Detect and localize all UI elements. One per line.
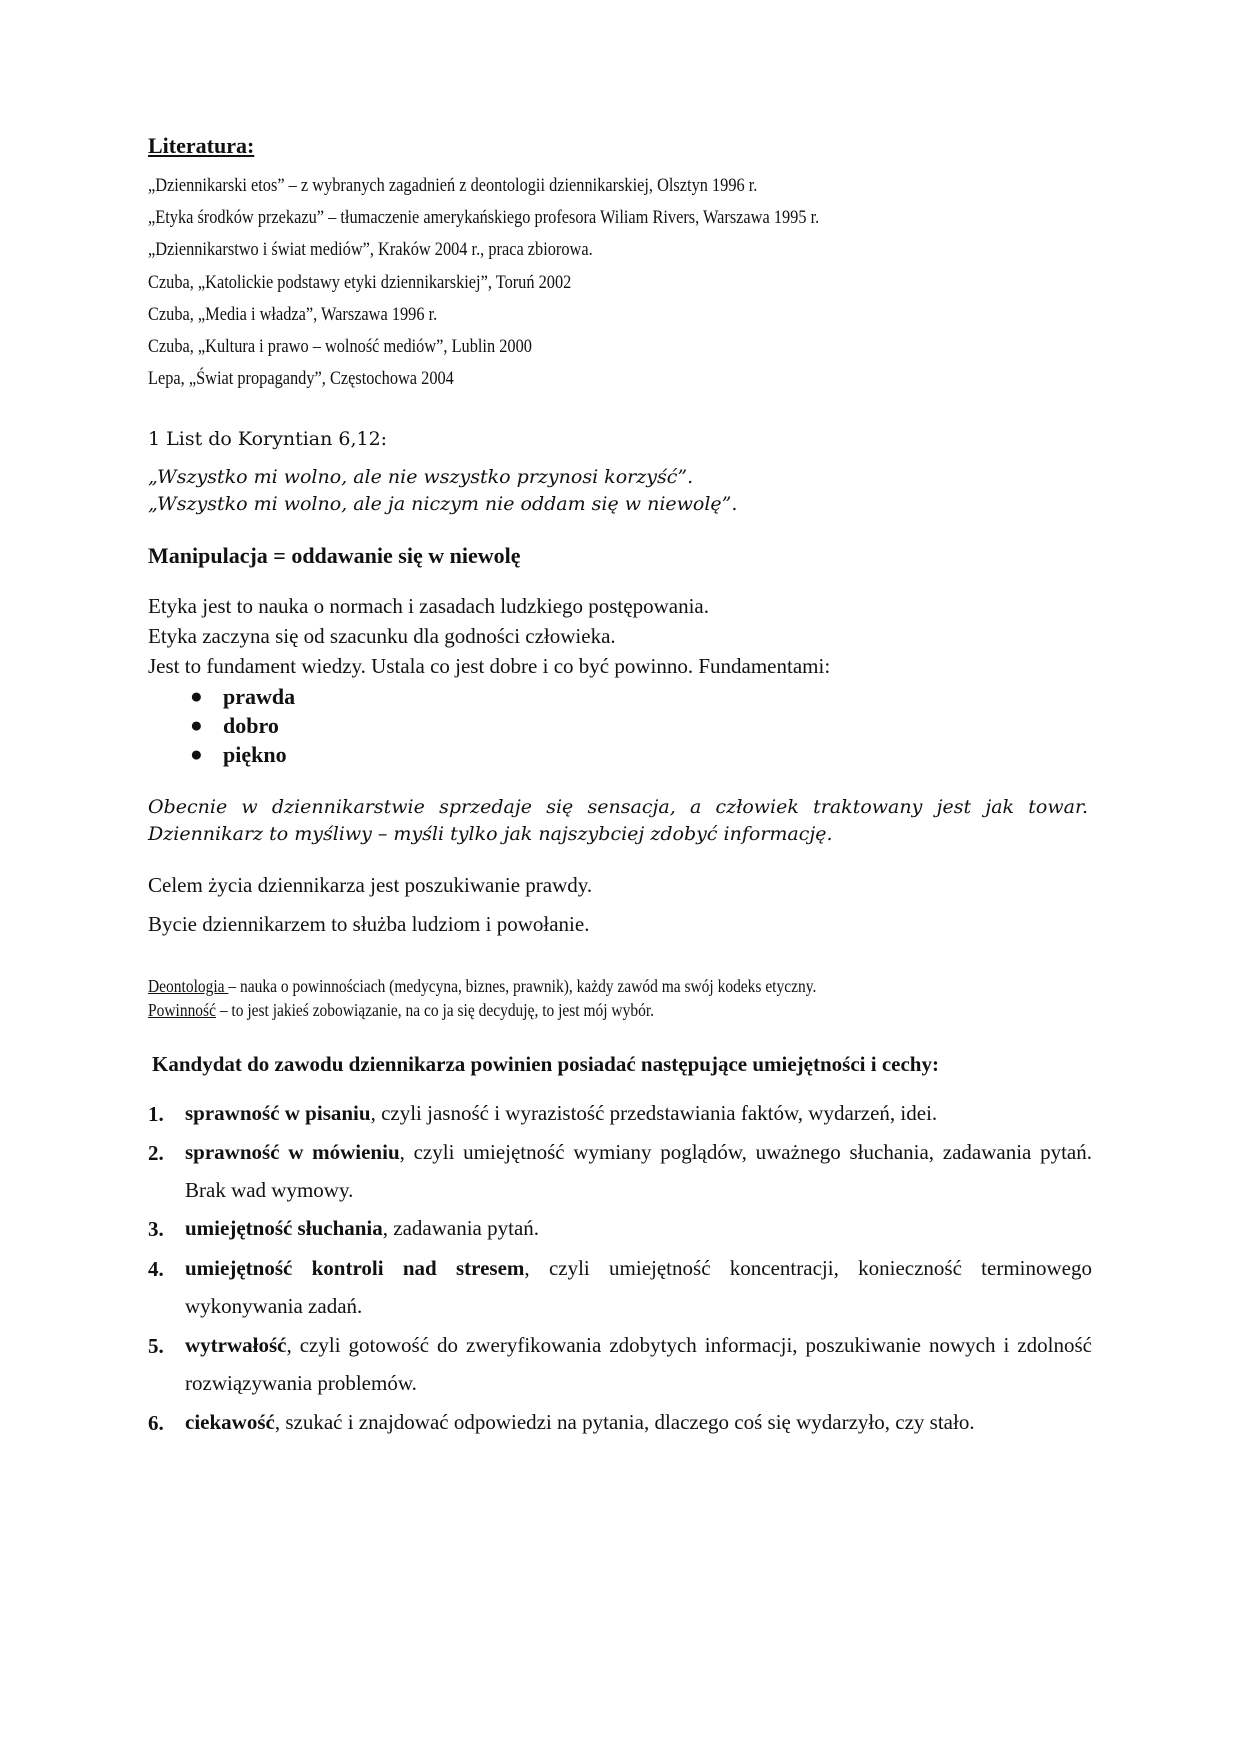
candidate-heading: Kandydat do zawodu dziennikarza powinien posiadać następujące umiejętności i cechy: xyxy=(152,1052,939,1076)
skill-term: wytrwałość xyxy=(185,1333,287,1357)
quote-reference: 1 List do Koryntian 6,12: xyxy=(148,428,388,450)
bullet-item: piękno xyxy=(223,742,287,767)
definition-deontologia xyxy=(148,976,816,997)
skill-description: , szukać i znajdować odpowiedzi na pytania, dlaczego coś się wydarzyło, czy stało. xyxy=(274,1410,975,1434)
skill-number: 1. xyxy=(148,1102,164,1126)
literature-item: „Dziennikarski etos” – z wybranych zagadnień z deontologii dziennikarskiej, Olsztyn 1996 r. xyxy=(148,175,758,196)
ethics-line: Etyka zaczyna się od szacunku dla godności człowieka. xyxy=(148,624,616,648)
skill-term: ciekawość xyxy=(185,1410,275,1434)
skill-number: 3. xyxy=(148,1217,164,1241)
bullet-item: dobro xyxy=(223,713,279,738)
skill-term: umiejętność słuchania xyxy=(185,1216,383,1240)
skill-item xyxy=(185,1403,1092,1441)
definition-text: – nauka o powinnościach (medycyna, biznes, prawnik), każdy zawód ma swój kodeks etyczny. xyxy=(228,976,817,996)
definition-text: – to jest jakieś zobowiązanie, na co ja się decyduję, to jest mój wybór. xyxy=(215,1000,655,1020)
skill-number: 6. xyxy=(148,1411,164,1435)
literature-item: Czuba, „Katolickie podstawy etyki dziennikarskiej”, Toruń 2002 xyxy=(148,272,572,293)
skill-item xyxy=(185,1249,1092,1325)
skill-item xyxy=(185,1133,1092,1209)
skill-description: , zadawania pytań. xyxy=(382,1216,540,1240)
skill-item xyxy=(185,1094,1092,1132)
literature-item: „Dziennikarstwo i świat mediów”, Kraków 2004 r., praca zbiorowa. xyxy=(148,239,593,260)
skill-description: , czyli umiejętność wymiany poglądów, uważnego słuchania, zadawania pytań. Brak wad wymowy. xyxy=(185,1140,1093,1202)
literature-item: Lepa, „Świat propagandy”, Częstochowa 2004 xyxy=(148,368,454,389)
ethics-line: Jest to fundament wiedzy. Ustala co jest dobre i co być powinno. Fundamentami: xyxy=(148,654,831,678)
manipulation-heading: Manipulacja = oddawanie się w niewolę xyxy=(148,543,521,568)
italic-paragraph-line: Obecnie w dziennikarstwie sprzedaje się sensacja, a człowiek traktowany jest jak towar. xyxy=(148,796,1088,818)
skill-term: sprawność w pisaniu xyxy=(185,1101,371,1125)
literature-heading: Literatura: xyxy=(148,133,255,158)
skill-description: , czyli jasność i wyrazistość przedstawiania faktów, wydarzeń, idei. xyxy=(370,1101,938,1125)
skill-number: 4. xyxy=(148,1257,164,1281)
literature-item: Czuba, „Media i władza”, Warszawa 1996 r. xyxy=(148,304,438,325)
skill-number: 2. xyxy=(148,1141,164,1165)
skill-description: , czyli umiejętność koncentracji, konieczność terminowego wykonywania zadań. xyxy=(185,1256,1092,1318)
literature-item: „Etyka środków przekazu” – tłumaczenie amerykańskiego profesora Wiliam Rivers, Warszawa 1995 r. xyxy=(148,207,820,228)
skill-item xyxy=(185,1326,1092,1402)
definition-powinnosc xyxy=(148,1000,654,1021)
italic-paragraph-line: Dziennikarz to myśliwy – myśli tylko jak najszybciej zdobyć informację. xyxy=(148,823,833,845)
literature-item: Czuba, „Kultura i prawo – wolność mediów”, Lublin 2000 xyxy=(148,336,532,357)
quote-line: „Wszystko mi wolno, ale nie wszystko przynosi korzyść”. xyxy=(148,466,694,488)
skill-term: umiejętność kontroli nad stresem xyxy=(185,1256,525,1280)
definition-term: Deontologia xyxy=(148,976,229,996)
bullet-icon: ● xyxy=(190,713,203,737)
skill-term: sprawność w mówieniu xyxy=(185,1140,400,1164)
definition-term: Powinność xyxy=(148,1000,216,1020)
service-text: Bycie dziennikarzem to służba ludziom i powołanie. xyxy=(148,912,590,936)
bullet-icon: ● xyxy=(190,684,203,708)
skill-number: 5. xyxy=(148,1334,164,1358)
bullet-item: prawda xyxy=(223,684,296,709)
skill-item xyxy=(185,1209,1092,1247)
goal-text: Celem życia dziennikarza jest poszukiwanie prawdy. xyxy=(148,873,593,897)
ethics-line: Etyka jest to nauka o normach i zasadach ludzkiego postępowania. xyxy=(148,594,709,618)
skill-description: , czyli gotowość do zweryfikowania zdobytych informacji, poszukiwanie nowych i zdolność rozwiązywania problemów. xyxy=(185,1333,1092,1395)
quote-line: „Wszystko mi wolno, ale ja niczym nie oddam się w niewolę”. xyxy=(148,493,738,515)
bullet-icon: ● xyxy=(190,742,203,766)
